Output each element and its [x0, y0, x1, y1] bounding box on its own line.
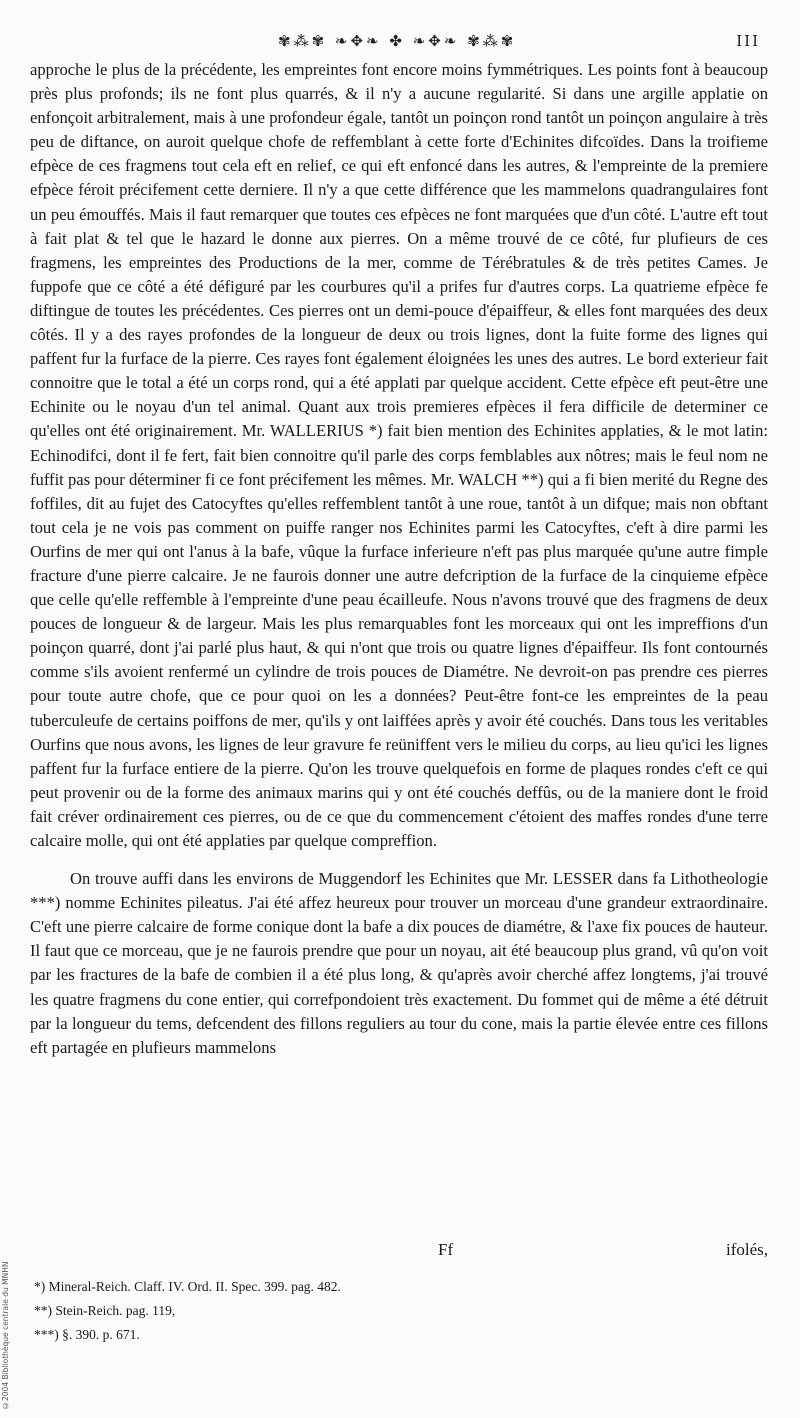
page-header	[28, 28, 768, 56]
paragraph-1: approche le plus de la précédente, les empreintes font encore moins fymmétriques. Les points font à beaucoup près plus profonds; ils ne font plus quarrés, & il n'y a aucune regularité. Si dans une argille applatie on enfonçoit arbitralement, mais à une profondeur égale, tantôt un poinçon rond tantôt un poinçon angulaire à très peu de diftance, on auroit quelque chofe de reffemblant à cette forte d'Echinites difcoïdes. Dans la troifieme efpèce de ces fragmens tout cela eft en relief, ce qui eft enfoncé dans les autres, & l'empreinte de la premiere efpèce féroit précifement cette derniere. Il n'y a que cette différence que les mammelons quadrangulaires font un peu émouffés. Mais il faut remarquer que toutes ces efpèces ne font marquées que d'un côté. L'autre eft tout à fait plat & tel que le hazard le donne aux pierres. On a même trouvé de ce côté, fur plufieurs de ces fragmens, les empreintes des Productions de la mer, comme de Térébratules & de très petites Cames. Je fuppofe que ce côté a été défiguré par les courbures qu'il a prifes fur d'autres corps. La quatrieme efpèce fe diftingue de toutes les précédentes. Ces pierres ont un demi-pouce d'épaiffeur, & elles font marquées des deux côtés. Il y a des rayes profondes de la longueur de deux ou trois lignes, dont la fuite forme des lignes qui paffent fur la furface de la pierre. Ces rayes font également éloignées les unes des autres. Le bord exterieur fait connoitre que le total a été un corps rond, qui a été applati par quelque accident. Cette efpèce eft peut-être une Echinite ou le noyau d'un tel animal. Quant aux trois premieres efpèces il fera difficile de determiner ce qu'elles ont été originairement. Mr. WALLERIUS *) fait bien mention des Echinites applaties, & le mot latin: Echinodifci, dont il fe fert, fait bien connoitre qu'il parle des corps femblables aux nôtres; mais le feul nom ne fuffit pas pour déterminer fi ce font précifement les mêmes. Mr. WALCH **) qui a fi bien merité du Regne des foffiles, dit au fujet des Catocyftes qu'elles reffemblent tantôt à une roue, tantôt à un difque; mais non obftant tout cela je ne vois pas comment on puiffe ranger nos Echinites parmi les Catocyftes, c'eft à dire parmi les Ourfins de mer qui ont l'anus à la bafe, vûque la furface inferieure n'eft pas plus marquée qu'une autre fimple fracture d'une pierre calcaire. Je ne faurois donner une autre defcription de la furface de la cinquieme efpèce que celle qu'elle reffemble à l'empreinte d'une peau écailleufe. Nous n'avons trouvé que des fragmens de deux pouces de longueur & de largeur. Mais les plus remarquables font les morceaux qui ont les impreffions d'un poinçon quarré, dont j'ai parlé plus haut, & qui n'ont que trois ou quatre lignes d'épaiffeur. Ils font contournés comme s'ils avoient renfermé un cylindre de trois pouces de Diamétre. Ne devroit-on pas prendre ces pierres pour toute autre chofe, que ce pour quoi on les a données? Peut-être font-ce les empreintes de la peau tuberculeufe de certains poiffons de mer, qu'ils y ont laiffées après y avoir été couchés. Dans tous les veritables Ourfins que nous avons, les lignes de leur gravure fe reüniffent vers le milieu du corps, au lieu qu'ici les lignes paffent fur la furface entiere de la pierre. Qu'on les trouve quelquefois en forme de plaques rondes c'eft ce qui peut provenir ou de la forme des animaux marins qui y ont été couchés deffûs, ou de la maniere dont le froid fait créver ordinairement ces pierres, ou de ce que du commencement c'étoient des maffes rondes d'une terre calcaire molle, qui ont été applaties par quelque compreffion.	[30, 60, 768, 850]
signature-mark: Ff	[438, 1240, 454, 1259]
header-ornament: ✾⁂✾ ❧✥❧ ✤ ❧✥❧ ✾⁂✾	[278, 32, 517, 50]
page-number: III	[736, 32, 760, 50]
footnote-3: ***) §. 390. p. 671.	[34, 1327, 140, 1342]
page-footer-line	[30, 1240, 768, 1264]
footnotes	[34, 1275, 734, 1347]
catchword: ifolés,	[725, 1240, 768, 1259]
footnote-2: **) Stein-Reich. pag. 119,	[34, 1303, 176, 1318]
footnote-1: *) Mineral-Reich. Claff. IV. Ord. II. Spec. 399. pag. 482.	[34, 1279, 341, 1294]
library-watermark: ©2004 Bibliothèque centrale du MNHN	[1, 1261, 10, 1410]
body-text	[30, 58, 768, 1060]
paragraph-2: On trouve auffi dans les environs de Muggendorf les Echinites que Mr. LESSER dans fa Lithotheologie ***) nomme Echinites pileatus. J'ai été affez heureux pour trouver un morceau d'une grandeur extraordinaire. C'eft une pierre calcaire de forme conique dont la bafe a dix pouces de diamétre, & l'axe fix pouces de hauteur. Il faut que ce morceau, que je ne faurois prendre que pour un noyau, ait été beaucoup plus grand, vû qu'on voit par les fractures de la bafe de combien il a été plus long, & qu'après avoir cherché affez longtems, j'ai trouvé les quatre fragmens du cone entier, qui correfpondoient très exactement. Du fommet qui de même a été détruit par la longueur du tems, defcendent des fillons reguliers au tour du cone, mais la partie élevée entre ces fillons eft partagée en plufieurs mammelons	[30, 869, 768, 1057]
